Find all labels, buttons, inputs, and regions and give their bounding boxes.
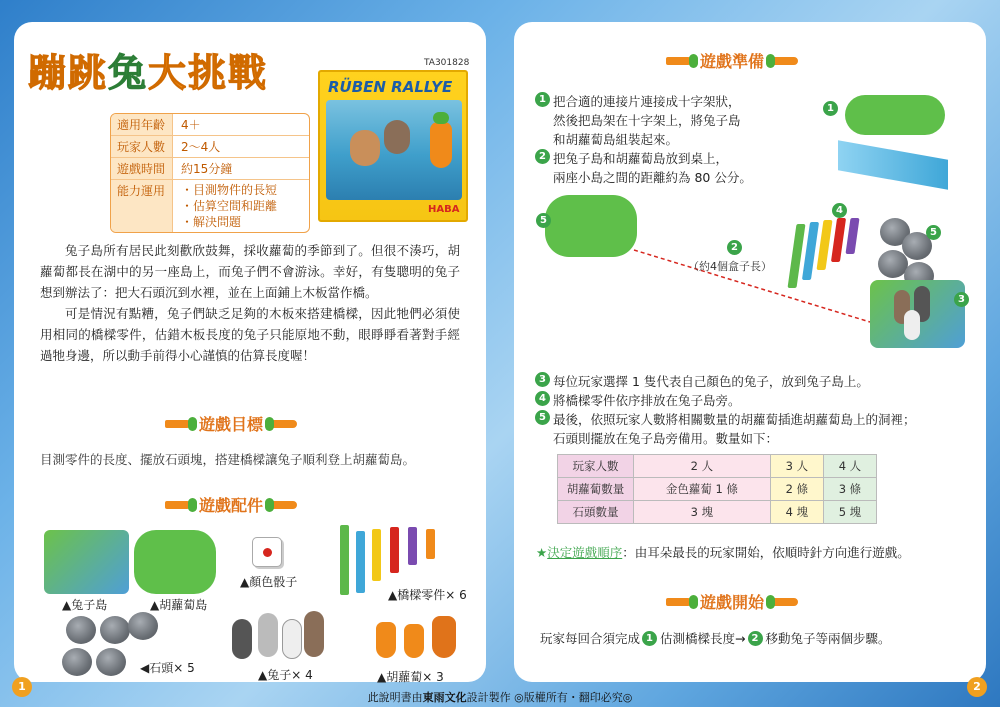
distance-note: （約4個盒子長） xyxy=(688,260,772,273)
step-text: 最後，依照玩家人數將相關數量的胡蘿蔔插進胡蘿蔔島上的洞裡； 石頭則擺放在兔子島旁備用。數量如下： xyxy=(553,412,916,446)
step-text: 每位玩家選擇 1 隻代表自己顏色的兔子，放到兔子島上。 xyxy=(553,374,869,389)
step-number: 2 xyxy=(535,149,550,164)
carrot-icon xyxy=(165,501,191,509)
setup-step-5 xyxy=(535,410,916,448)
info-row-players xyxy=(111,136,309,158)
skill-item: ・解決問題 xyxy=(181,215,242,229)
diagram-number: 4 xyxy=(832,203,847,218)
stone-image xyxy=(96,648,126,676)
island-assembly-image xyxy=(845,95,945,135)
rabbit-island-image xyxy=(44,530,129,594)
start-heading-text: 遊戲開始 xyxy=(700,593,765,612)
step-text: 把合適的連接片連接成十字架狀， 然後把島架在十字架上，將兔子島 和胡蘿蔔島組裝起來。 xyxy=(553,94,741,147)
planks-image xyxy=(340,525,450,595)
game-box-image xyxy=(318,70,468,222)
setup-step-3 xyxy=(535,372,916,391)
stone-image xyxy=(128,612,158,640)
table-row: 胡蘿蔔數量 金色蘿蔔 1 條 2 條 3 條 xyxy=(558,478,877,501)
skill-item: ・目測物件的長短 xyxy=(181,183,278,197)
diagram-number: 5 xyxy=(926,225,941,240)
diagram-number: 2 xyxy=(727,240,742,255)
play-order-note xyxy=(536,543,910,561)
components-heading-text: 遊戲配件 xyxy=(199,496,264,515)
carrot-icon xyxy=(772,598,798,606)
goal-text: 目測零件的長度、擺放石頭塊，搭建橋樑讓兔子順利登上胡蘿蔔島。 xyxy=(40,452,416,467)
setup-heading-text: 遊戲準備 xyxy=(700,52,765,71)
rabbit-island-label: ▲兔子島 xyxy=(62,598,108,612)
setup-heading xyxy=(666,49,798,72)
dice-label: ▲顏色骰子 xyxy=(240,575,298,589)
stone-image xyxy=(66,616,96,644)
copyright-footer: 此說明書由東雨文化設計製作 ◎版權所有・翻印必究◎ xyxy=(367,691,633,704)
carrots-image xyxy=(372,612,468,664)
info-row-age xyxy=(111,114,309,136)
publisher-name: 東雨文化 xyxy=(422,691,467,704)
star-icon: ★ xyxy=(536,545,548,560)
step-number: 2 xyxy=(748,631,763,646)
bunny-figure xyxy=(350,130,380,166)
skills-label: 能力運用 xyxy=(111,180,173,232)
brand-logo: HABA xyxy=(428,204,460,215)
product-code: TA301828 xyxy=(424,58,470,68)
carrot-island-image xyxy=(134,530,216,594)
carrot-icon xyxy=(666,598,692,606)
page-number-right: 2 xyxy=(967,677,987,697)
stone-image xyxy=(100,616,130,644)
play-order-text: ：由耳朵最長的玩家開始，依順時針方向進行遊戲。 xyxy=(622,545,910,560)
carrot-island-setup-image xyxy=(545,195,637,257)
goal-heading xyxy=(165,412,297,435)
title-part-1: 蹦跳 xyxy=(28,51,109,95)
game-title xyxy=(28,42,268,97)
carrots-label: ▲胡蘿蔔× 3 xyxy=(377,670,444,684)
setup-steps-top xyxy=(535,92,752,187)
info-row-time xyxy=(111,158,309,180)
carrot-icon xyxy=(271,501,297,509)
bunny-figure xyxy=(384,120,410,154)
step-text: 把兔子島和胡蘿蔔島放到桌上， 兩座小島之間的距離約為 80 公分。 xyxy=(553,151,752,185)
carrot-icon xyxy=(772,57,798,65)
title-part-2: 兔 xyxy=(108,51,149,95)
step-number: 4 xyxy=(535,391,550,406)
players-label: 玩家人數 xyxy=(111,136,173,157)
story-text xyxy=(40,240,460,366)
box-title: RÜBEN RALLYE xyxy=(328,78,453,96)
rabbit-island-setup-image xyxy=(870,280,965,348)
page-number-left: 1 xyxy=(12,677,32,697)
story-paragraph: 可是情況有點糟，兔子們缺乏足夠的木板來搭建橋樑，因此牠們必須使用相同的橋樑零件，估錯木板長度的兔子只能原地不動，眼睜睜看著對手經過牠身邊，所以動手前得小心謹慎的估算長度喔！ xyxy=(40,306,460,363)
skill-item: ・估算空間和距離 xyxy=(181,199,278,213)
info-row-skills xyxy=(111,180,309,232)
quantity-table xyxy=(557,454,877,524)
time-value: 約15分鐘 xyxy=(181,162,233,176)
color-dice-image xyxy=(252,537,282,567)
components-heading xyxy=(165,493,297,516)
title-part-3: 大挑戰 xyxy=(148,51,269,95)
start-text: 玩家每回合須完成 1 估測橋樑長度→ 2 移動兔子等兩個步驟。 xyxy=(540,631,891,646)
rabbits-label: ▲兔子× 4 xyxy=(258,668,313,682)
time-label: 遊戲時間 xyxy=(111,158,173,179)
age-label: 適用年齡 xyxy=(111,114,173,135)
setup-step-4 xyxy=(535,391,916,410)
step-number: 1 xyxy=(642,631,657,646)
diagram-number: 3 xyxy=(954,292,969,307)
skills-list xyxy=(173,180,309,232)
rabbits-image xyxy=(228,605,328,665)
carrot-icon xyxy=(271,420,297,428)
step-number: 3 xyxy=(535,372,550,387)
stone-image xyxy=(62,648,92,676)
diagram-number: 1 xyxy=(823,101,838,116)
setup-step-2 xyxy=(535,149,752,187)
carrot-icon xyxy=(165,420,191,428)
setup-steps-bottom xyxy=(535,372,916,448)
goal-heading-text: 遊戲目標 xyxy=(199,415,264,434)
step-number: 1 xyxy=(535,92,550,107)
carrot-figure xyxy=(430,122,452,168)
step-number: 5 xyxy=(535,410,550,425)
age-value: 4＋ xyxy=(181,118,201,132)
carrot-icon xyxy=(666,57,692,65)
table-row: 石頭數量 3 塊 4 塊 5 塊 xyxy=(558,501,877,524)
players-value: 2～4人 xyxy=(181,140,221,154)
play-order-label: 決定遊戲順序 xyxy=(547,545,623,560)
start-heading xyxy=(666,590,798,613)
setup-step-1 xyxy=(535,92,752,149)
story-paragraph: 兔子島所有居民此刻歡欣鼓舞，採收蘿蔔的季節到了。但很不湊巧，胡蘿蔔都長在湖中的另一座島上，而兔子們不會游泳。幸好，有隻聰明的兔子想到辦法了：把大石頭沉到水裡，並在上面鋪上木板當作橋。 xyxy=(40,243,460,300)
step-text: 將橋樑零件依序排放在兔子島旁。 xyxy=(553,393,741,408)
planks-setup-image xyxy=(792,218,872,288)
table-row: 玩家人數 2 人 3 人 4 人 xyxy=(558,455,877,478)
carrot-island-label: ▲胡蘿蔔島 xyxy=(150,598,208,612)
planks-label: ▲橋樑零件× 6 xyxy=(388,588,467,602)
stones-label: ◀石頭× 5 xyxy=(140,661,195,675)
diagram-number: 5 xyxy=(536,213,551,228)
info-table xyxy=(110,113,310,233)
